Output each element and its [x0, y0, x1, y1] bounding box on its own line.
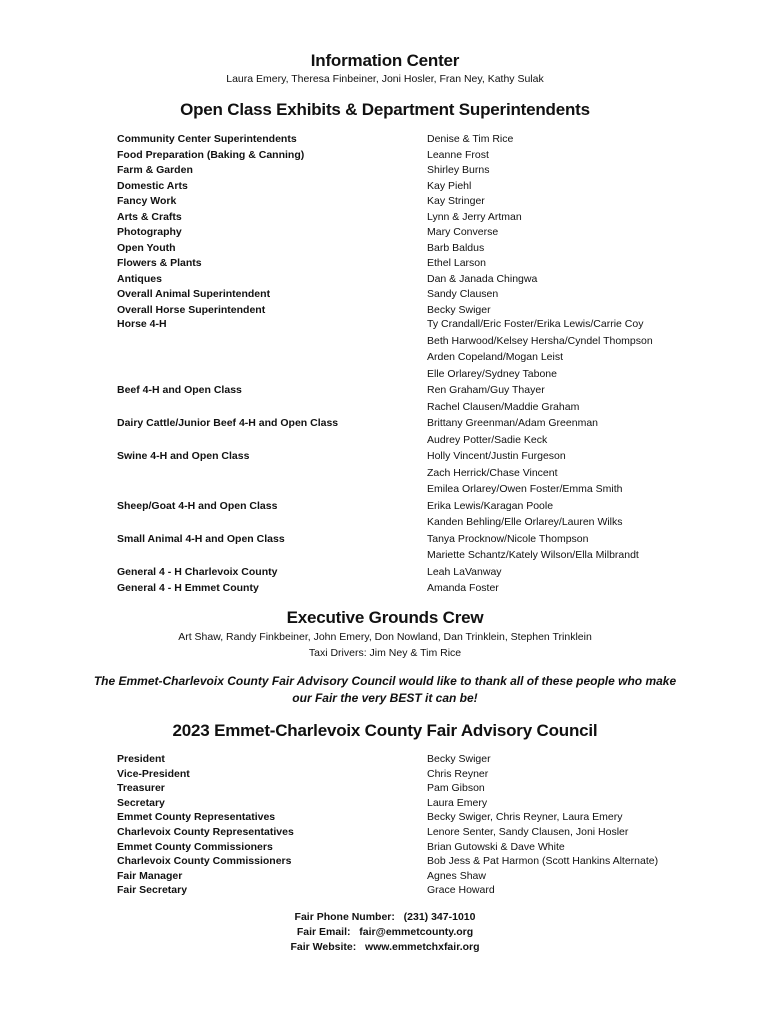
member-name: Agnes Shaw	[427, 869, 486, 882]
superintendent-name: Dan & Janada Chingwa	[427, 272, 538, 285]
phone-number: (231) 347-1010	[403, 911, 476, 923]
superintendent-name: Elle Orlarey/Sydney Tabone	[427, 367, 557, 380]
thanks-line-2: our Fair the very BEST it can be!	[292, 691, 478, 705]
department-label: General 4 - H Emmet County	[117, 581, 259, 594]
list-item	[117, 368, 717, 385]
role-label: Fair Secretary	[117, 884, 188, 897]
department-label: Antiques	[117, 272, 162, 285]
department-label: Small Animal 4-H and Open Class	[117, 532, 285, 545]
list-item	[117, 242, 717, 258]
list-item	[117, 753, 717, 768]
list-item	[117, 384, 717, 401]
superintendent-name: Emilea Orlarey/Owen Foster/Emma Smith	[427, 483, 623, 495]
superintendent-name: Mariette Schantz/Kately Wilson/Ella Milbrandt	[427, 549, 639, 561]
superintendent-name: Beth Harwood/Kelsey Hersha/Cyndel Thompson	[427, 334, 653, 347]
superintendent-name: Tanya Procknow/Nicole Thompson	[427, 532, 589, 545]
grounds-crew-names: Art Shaw, Randy Finkbeiner, John Emery, Don Nowland, Dan Trinklein, Stephen Trinklein	[178, 631, 592, 643]
member-name: Chris Reyner	[427, 767, 489, 780]
role-label: Charlevoix County Commissioners	[117, 855, 292, 868]
role-label: President	[117, 753, 165, 765]
department-label: Community Center Superintendents	[117, 133, 297, 145]
contact-email	[0, 926, 770, 938]
member-name: Becky Swiger, Chris Reyner, Laura Emery	[427, 811, 623, 824]
superintendent-name: Kanden Behling/Elle Orlarey/Lauren Wilks	[427, 516, 623, 528]
list-item	[117, 826, 717, 841]
list-item	[117, 133, 717, 149]
list-item	[117, 164, 717, 180]
general-4h-list	[117, 566, 717, 597]
superintendent-name: Ty Crandall/Eric Foster/Erika Lewis/Carrie Coy	[427, 318, 644, 330]
superintendent-name: Arden Copeland/Mogan Leist	[427, 351, 564, 363]
list-item	[117, 467, 717, 484]
list-item	[117, 149, 717, 165]
open-class-list	[117, 133, 717, 319]
list-item	[117, 855, 717, 870]
superintendent-name: Mary Converse	[427, 226, 499, 238]
list-item	[117, 304, 717, 320]
role-label: Fair Manager	[117, 869, 183, 882]
department-label: Sheep/Goat 4-H and Open Class	[117, 499, 278, 512]
department-label: Domestic Arts	[117, 179, 188, 192]
list-item	[117, 782, 717, 797]
list-item	[117, 335, 717, 352]
superintendent-name: Kay Piehl	[427, 179, 472, 192]
contact-phone	[0, 911, 770, 923]
department-label: Beef 4-H and Open Class	[117, 384, 242, 396]
superintendent-name: Sandy Clausen	[427, 288, 499, 300]
superintendent-name: Shirley Burns	[427, 164, 490, 176]
superintendent-name: Denise & Tim Rice	[427, 133, 514, 145]
list-item	[117, 516, 717, 533]
superintendent-name: Kay Stringer	[427, 195, 485, 207]
list-item	[117, 768, 717, 783]
superintendent-name: Holly Vincent/Justin Furgeson	[427, 450, 566, 462]
list-item	[117, 417, 717, 434]
superintendent-name: Brittany Greenman/Adam Greenman	[427, 417, 598, 429]
list-item	[117, 566, 717, 582]
superintendent-name: Barb Baldus	[427, 241, 485, 254]
superintendent-name: Leanne Frost	[427, 148, 489, 161]
superintendent-name: Audrey Potter/Sadie Keck	[427, 433, 548, 446]
livestock-list	[117, 318, 717, 566]
superintendent-name: Erika Lewis/Karagan Poole	[427, 499, 554, 512]
member-name: Becky Swiger	[427, 753, 491, 765]
list-item	[117, 257, 717, 273]
role-label: Charlevoix County Representatives	[117, 825, 294, 838]
list-item	[117, 797, 717, 812]
phone-label: Fair Phone Number:	[294, 911, 395, 923]
list-item	[117, 483, 717, 500]
list-item	[117, 318, 717, 335]
role-label: Vice-President	[117, 767, 190, 780]
department-label: Photography	[117, 226, 182, 238]
role-label: Treasurer	[117, 782, 165, 795]
list-item	[117, 211, 717, 227]
list-item	[117, 582, 717, 598]
list-item	[117, 884, 717, 899]
list-item	[117, 870, 717, 885]
list-item	[117, 533, 717, 550]
member-name: Lenore Senter, Sandy Clausen, Joni Hosler	[427, 825, 629, 838]
list-item	[117, 811, 717, 826]
member-name: Bob Jess & Pat Harmon (Scott Hankins Alternate)	[427, 855, 659, 868]
department-label: Overall Horse Superintendent	[117, 303, 266, 316]
open-class-title: Open Class Exhibits & Department Superintendents	[180, 100, 590, 119]
council-list	[117, 753, 717, 899]
list-item	[117, 288, 717, 304]
website-label: Fair Website:	[290, 941, 357, 953]
email-address: fair@emmetcounty.org	[359, 926, 474, 938]
department-label: Horse 4-H	[117, 318, 167, 330]
list-item	[117, 841, 717, 856]
superintendent-name: Leah LaVanway	[427, 566, 502, 578]
department-label: Overall Animal Superintendent	[117, 288, 271, 300]
thanks-line-1: The Emmet-Charlevoix County Fair Advisory Council would like to thank all of these people who make	[93, 674, 677, 688]
department-label: Food Preparation (Baking & Canning)	[117, 148, 305, 161]
website-url: www.emmetchxfair.org	[364, 941, 480, 953]
department-label: Swine 4-H and Open Class	[117, 450, 250, 462]
list-item	[117, 500, 717, 517]
department-label: General 4 - H Charlevoix County	[117, 566, 278, 578]
member-name: Brian Gutowski & Dave White	[427, 840, 565, 853]
info-center-names: Laura Emery, Theresa Finbeiner, Joni Hosler, Fran Ney, Kathy Sulak	[226, 73, 544, 85]
list-item	[117, 351, 717, 368]
member-name: Laura Emery	[427, 796, 488, 809]
role-label: Emmet County Representatives	[117, 811, 276, 824]
list-item	[117, 401, 717, 418]
taxi-drivers: Taxi Drivers: Jim Ney & Tim Rice	[308, 647, 462, 659]
list-item	[117, 180, 717, 196]
list-item	[117, 450, 717, 467]
department-label: Open Youth	[117, 241, 176, 254]
member-name: Grace Howard	[427, 884, 495, 897]
list-item	[117, 195, 717, 211]
superintendent-name: Becky Swiger	[427, 303, 491, 316]
council-title: 2023 Emmet-Charlevoix County Fair Advisory Council	[172, 721, 598, 740]
superintendent-name: Ren Graham/Guy Thayer	[427, 384, 545, 396]
superintendent-name: Ethel Larson	[427, 257, 486, 269]
list-item	[117, 273, 717, 289]
superintendent-name: Lynn & Jerry Artman	[427, 210, 522, 223]
grounds-crew-title: Executive Grounds Crew	[286, 608, 484, 627]
role-label: Secretary	[117, 796, 165, 809]
member-name: Pam Gibson	[427, 782, 485, 795]
superintendent-name: Amanda Foster	[427, 581, 499, 594]
superintendent-name: Zach Herrick/Chase Vincent	[427, 466, 558, 479]
department-label: Farm & Garden	[117, 164, 193, 176]
list-item	[117, 434, 717, 451]
superintendent-name: Rachel Clausen/Maddie Graham	[427, 400, 580, 413]
list-item	[117, 226, 717, 242]
department-label: Dairy Cattle/Junior Beef 4-H and Open Class	[117, 417, 339, 429]
info-center-title: Information Center	[310, 51, 460, 70]
email-label: Fair Email:	[296, 926, 351, 938]
department-label: Arts & Crafts	[117, 210, 182, 223]
contact-website	[0, 941, 770, 953]
department-label: Fancy Work	[117, 195, 177, 207]
role-label: Emmet County Commissioners	[117, 840, 273, 853]
list-item	[117, 549, 717, 566]
department-label: Flowers & Plants	[117, 257, 202, 269]
